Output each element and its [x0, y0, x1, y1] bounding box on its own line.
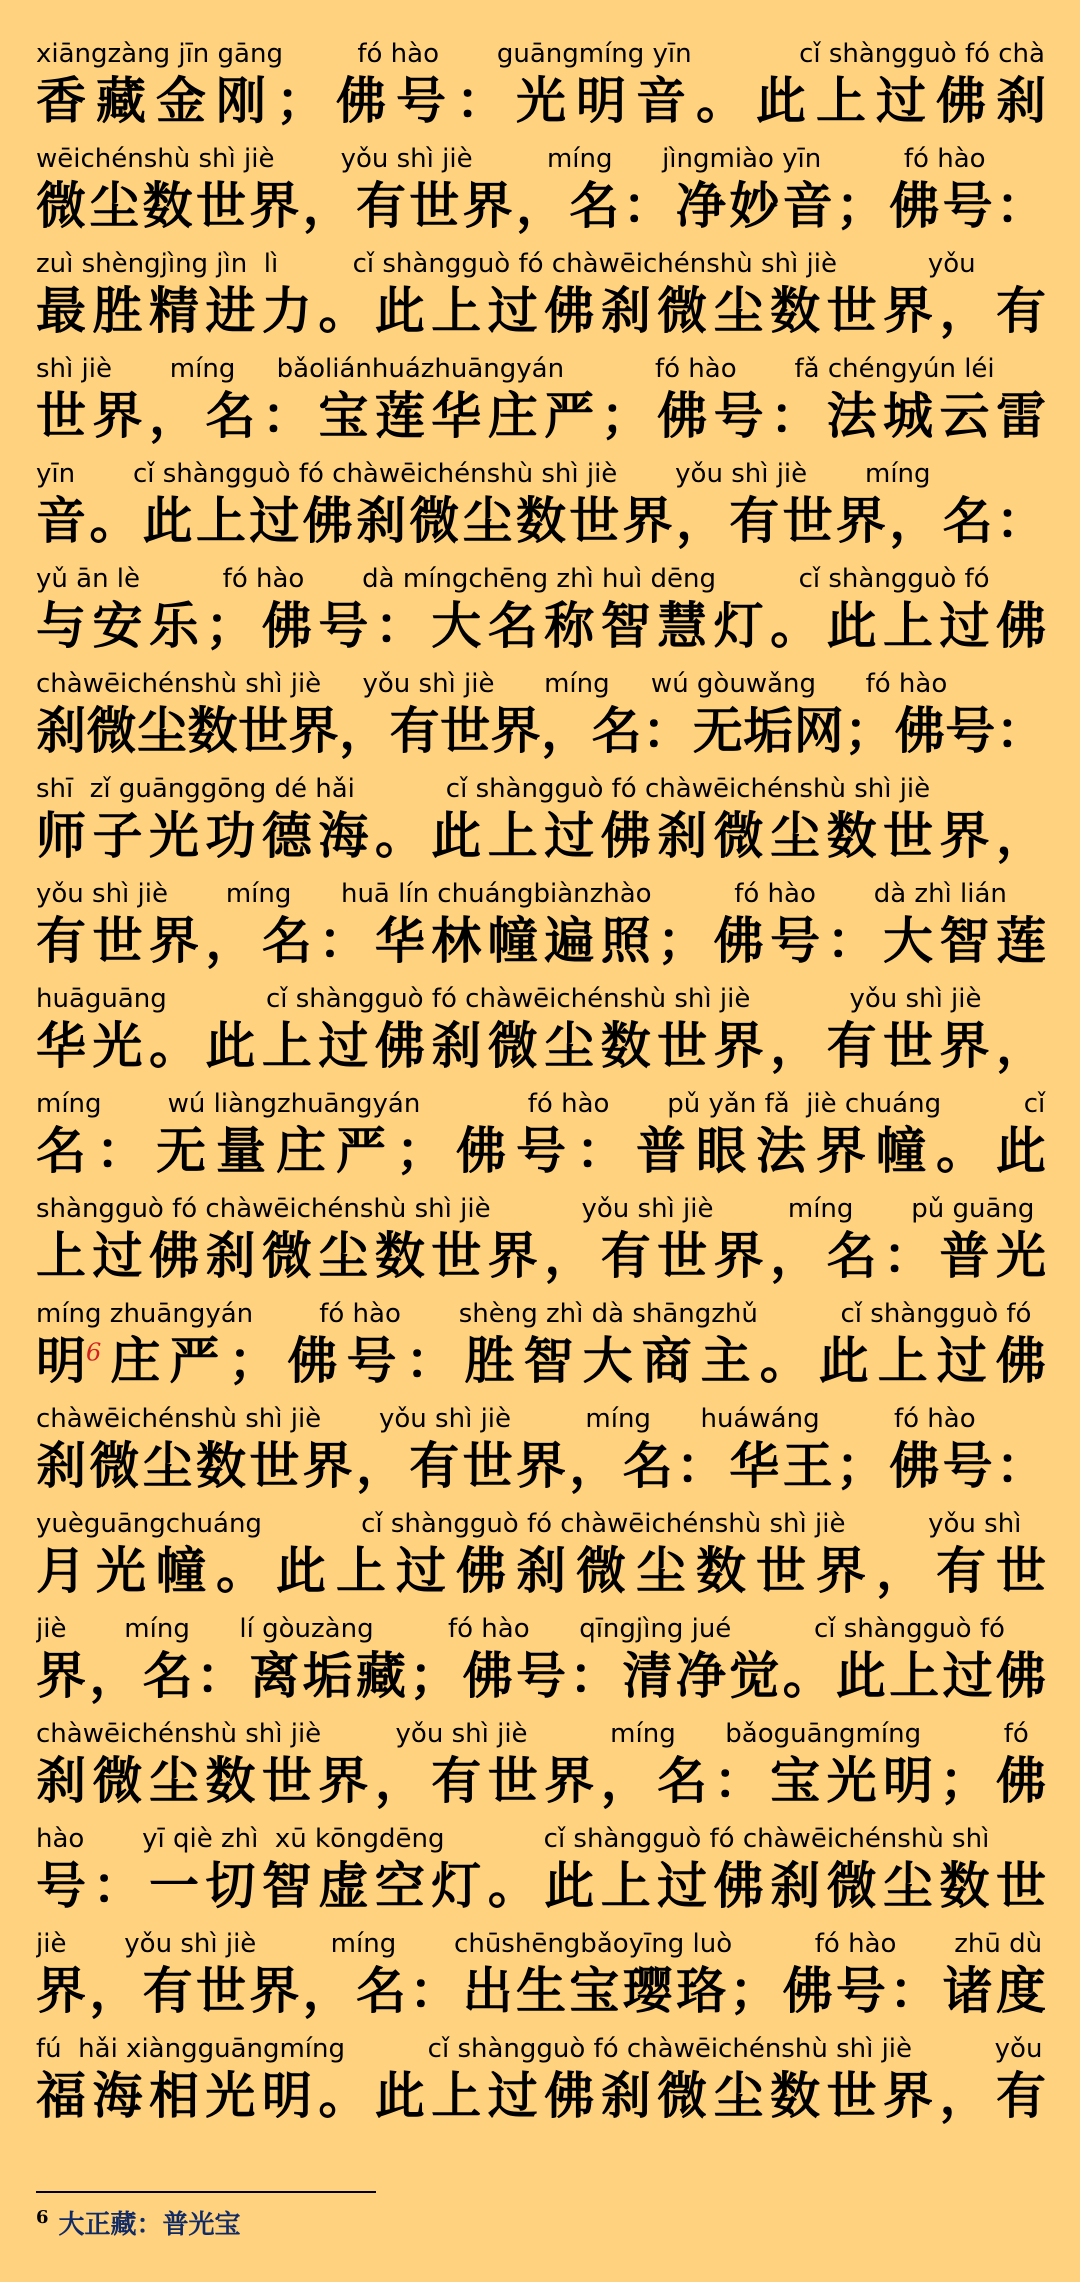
hanzi-line: 上 过 佛 刹 微 尘 数 世 界 ， 有 世 界 ， 名 ： 普 光	[36, 1227, 1046, 1285]
pinyin-line: shì jiè míng bǎoliánhuázhuāngyán fó hào fǎ chéngyún léi	[36, 354, 995, 384]
text-line	[36, 2033, 1046, 2138]
hanzi-line: 音 。 此 上 过 佛 刹 微 尘 数 世 界 ， 有 世 界 ， 名 ：	[36, 492, 1046, 550]
pinyin-line: chàwēichénshù shì jiè yǒu shì jiè míng wú gòuwǎng fó hào	[36, 669, 948, 699]
hanzi-line: 名 ： 无 量 庄 严 ； 佛 号 ： 普 眼 法 界 幢 。 此	[36, 1122, 1046, 1180]
hanzi-line: 刹 微 尘 数 世 界 ， 有 世 界 ， 名 ： 宝 光 明 ； 佛	[36, 1752, 1046, 1810]
hanzi-line: 月 光 幢 。 此 上 过 佛 刹 微 尘 数 世 界 ， 有 世	[36, 1542, 1046, 1600]
pinyin-line: jiè míng lí gòuzàng fó hào qīngjìng jué cǐ shàngguò fó	[36, 1614, 1005, 1644]
footnote-number: 6	[36, 2207, 49, 2229]
hanzi-line: 与 安 乐 ； 佛 号 ： 大 名 称 智 慧 灯 。 此 上 过 佛	[36, 597, 1046, 655]
text-line	[36, 1298, 1046, 1403]
pinyin-line: xiāngzàng jīn gāng fó hào guāngmíng yīn cǐ shàngguò fó chà	[36, 39, 1045, 69]
text-line	[36, 1613, 1046, 1718]
pinyin-line: chàwēichénshù shì jiè yǒu shì jiè míng huáwáng fó hào	[36, 1404, 976, 1434]
text-line	[36, 1403, 1046, 1508]
hanzi-line: 界 ， 名 ： 离 垢 藏 ； 佛 号 ： 清 净 觉 。 此 上 过 佛	[36, 1647, 1046, 1705]
hanzi-line: 界 ， 有 世 界 ， 名 ： 出 生 宝 璎 珞 ； 佛 号 ： 诸 度	[36, 1962, 1046, 2020]
pinyin-line: shī zǐ guānggōng dé hǎi cǐ shàngguò fó chàwēichénshù shì jiè	[36, 774, 931, 804]
pinyin-line: hào yī qiè zhì xū kōngdēng cǐ shàngguò fó chàwēichénshù shì	[36, 1824, 990, 1854]
text-line	[36, 983, 1046, 1088]
hanzi-line: 微 尘 数 世 界 ， 有 世 界 ， 名 ： 净 妙 音 ； 佛 号 ：	[36, 177, 1046, 235]
pinyin-line: míng wú liàngzhuāngyán fó hào pǔ yǎn fǎ jiè chuáng cǐ	[36, 1089, 1046, 1119]
scripture-page	[36, 38, 1046, 2138]
text-line	[36, 668, 1046, 773]
pinyin-line: yuèguāngchuáng cǐ shàngguò fó chàwēichénshù shì jiè yǒu shì	[36, 1509, 1022, 1539]
text-line	[36, 38, 1046, 143]
hanzi-line: 刹 微 尘 数 世 界 ， 有 世 界 ， 名 ： 无 垢 网 ； 佛 号 ：	[36, 702, 1046, 760]
text-line	[36, 1928, 1046, 2033]
text-line	[36, 1193, 1046, 1298]
pinyin-line: jiè yǒu shì jiè míng chūshēngbǎoyīng luò fó hào zhū dù	[36, 1929, 1043, 1959]
pinyin-line: wēichénshù shì jiè yǒu shì jiè míng jìngmiào yīn fó hào	[36, 144, 986, 174]
pinyin-line: míng zhuāngyán fó hào shèng zhì dà shāngzhǔ cǐ shàngguò fó	[36, 1299, 1032, 1329]
pinyin-line: yǒu shì jiè míng huā lín chuángbiànzhào fó hào dà zhì lián	[36, 879, 1007, 909]
pinyin-line: fú hǎi xiàngguāngmíng cǐ shàngguò fó chàwēichénshù shì jiè yǒu	[36, 2034, 1043, 2064]
text-line	[36, 773, 1046, 878]
text-line	[36, 1088, 1046, 1193]
text-line	[36, 878, 1046, 983]
pinyin-line: chàwēichénshù shì jiè yǒu shì jiè míng bǎoguāngmíng fó	[36, 1719, 1029, 1749]
pinyin-line: shàngguò fó chàwēichénshù shì jiè yǒu shì jiè míng pǔ guāng	[36, 1194, 1035, 1224]
hanzi-line: 刹 微 尘 数 世 界 ， 有 世 界 ， 名 ： 华 王 ； 佛 号 ：	[36, 1437, 1046, 1495]
pinyin-line: yīn cǐ shàngguò fó chàwēichénshù shì jiè yǒu shì jiè míng	[36, 459, 931, 489]
hanzi-line: 有 世 界 ， 名 ： 华 林 幢 遍 照 ； 佛 号 ： 大 智 莲	[36, 912, 1046, 970]
text-line	[36, 563, 1046, 668]
text-line	[36, 353, 1046, 458]
footnote-text: 大正藏：普光宝	[58, 2210, 241, 2240]
footnote-divider	[36, 2191, 376, 2193]
hanzi-line: 号 ： 一 切 智 虚 空 灯 。 此 上 过 佛 刹 微 尘 数 世	[36, 1857, 1046, 1915]
pinyin-line: zuì shèngjìng jìn lì cǐ shàngguò fó chàwēichénshù shì jiè yǒu	[36, 249, 976, 279]
pinyin-line: yǔ ān lè fó hào dà míngchēng zhì huì dēng cǐ shàngguò fó	[36, 564, 990, 594]
hanzi-line: 福 海 相 光 明 。 此 上 过 佛 刹 微 尘 数 世 界 ， 有	[36, 2067, 1046, 2125]
text-line	[36, 143, 1046, 248]
text-line	[36, 1718, 1046, 1823]
text-line	[36, 248, 1046, 353]
hanzi-line: 最 胜 精 进 力 。 此 上 过 佛 刹 微 尘 数 世 界 ， 有	[36, 282, 1046, 340]
footnote	[36, 2204, 241, 2241]
hanzi-line: 师 子 光 功 德 海 。 此 上 过 佛 刹 微 尘 数 世 界 ，	[36, 807, 1046, 865]
hanzi-line: 明$^6$ 庄 严 ； 佛 号 ： 胜 智 大 商 主 。 此 上 过 佛	[36, 1332, 1046, 1390]
text-line	[36, 1823, 1046, 1928]
footnote-reference[interactable]: 6	[86, 1338, 102, 1367]
text-line	[36, 458, 1046, 563]
hanzi-line: 华 光 。 此 上 过 佛 刹 微 尘 数 世 界 ， 有 世 界 ，	[36, 1017, 1046, 1075]
hanzi-line: 世 界 ， 名 ： 宝 莲 华 庄 严 ； 佛 号 ： 法 城 云 雷	[36, 387, 1046, 445]
pinyin-line: huāguāng cǐ shàngguò fó chàwēichénshù shì jiè yǒu shì jiè	[36, 984, 982, 1014]
text-line	[36, 1508, 1046, 1613]
hanzi-line: 香 藏 金 刚 ； 佛 号 ： 光 明 音 。 此 上 过 佛 刹	[36, 72, 1046, 130]
